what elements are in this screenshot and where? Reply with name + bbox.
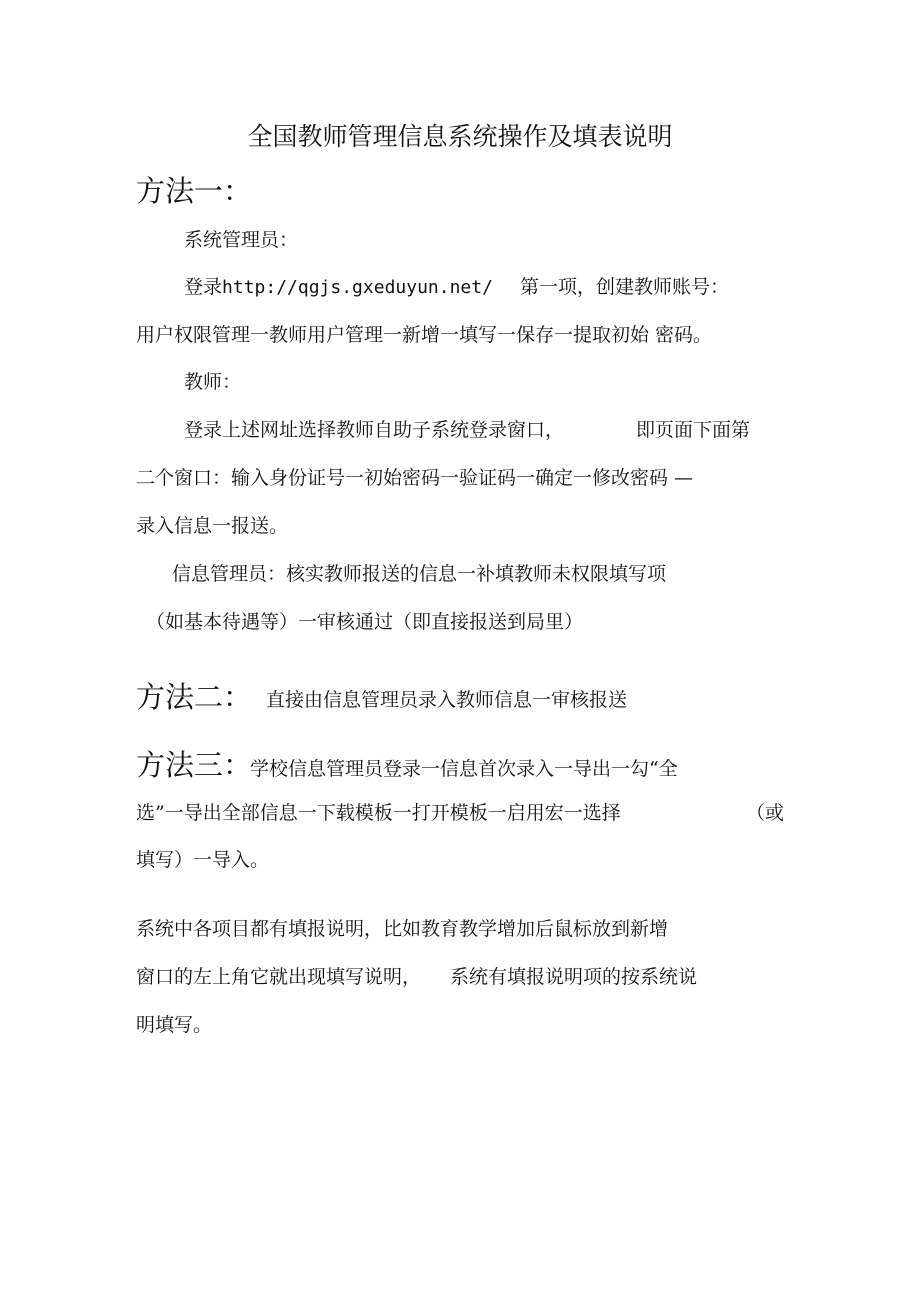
system-url-link[interactable]: http://qgjs.gxeduyun.net/ [222,277,493,298]
notes-line-3: 明填写。 [136,1014,213,1036]
teacher-line-2: 二个窗口：输入身份证号一初始密码一验证码一确定一修改密码 — [136,467,694,489]
method-3-heading: 方法三： [136,748,253,782]
teacher-line-3: 录入信息一报送。 [136,515,289,537]
info-admin-line-2: （如基本待遇等）一审核通过（即直接报送到局里） [146,611,584,633]
login-prefix: 登录 [184,276,223,298]
method-2-text: 直接由信息管理员录入教师信息一审核报送 [266,689,628,711]
notes-line-2a: 窗口的左上角它就出现填写说明， [136,966,422,988]
teacher-label: 教师： [184,371,242,393]
method-2-heading: 方法二： [136,680,253,714]
teacher-line-1a: 登录上述网址选择教师自助子系统登录窗口， [184,419,565,441]
method-3-line-2b: （或 [746,802,785,824]
method-1-heading: 方法一： [136,174,253,208]
step-1-label: 第一项，创建教师账号： [520,276,730,298]
admin-steps: 用户权限管理一教师用户管理一新增一填写一保存一提取初始 密码。 [136,324,713,346]
info-admin-line-1: 信息管理员：核实教师报送的信息一补填教师未权限填写项 [172,563,667,585]
notes-line-1: 系统中各项目都有填报说明，比如教育教学增加后鼠标放到新增 [136,918,669,940]
notes-line-2b: 系统有填报说明项的按系统说 [450,966,698,988]
admin-label: 系统管理员： [184,229,299,251]
page-title: 全国教师管理信息系统操作及填表说明 [247,122,673,151]
method-3-line-2a: 选”一导出全部信息一下载模板一打开模板一启用宏一选择 [136,802,621,824]
method-3-line-3: 填写）一导入。 [136,849,270,871]
login-line [184,275,493,300]
teacher-line-1b: 即页面下面第 [636,419,751,441]
method-3-line-1: 学校信息管理员登录一信息首次录入一导出一勾“全 [250,758,678,780]
